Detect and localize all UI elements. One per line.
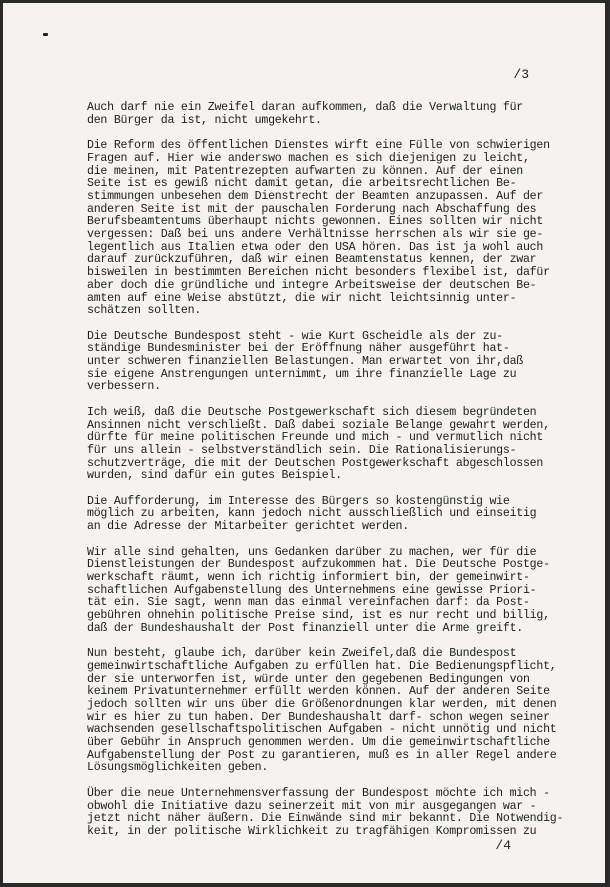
paragraph: Nun besteht, glaube ich, darüber kein Zweifel,daß die Bundespost gemeinwirtschaftliche Aufgaben zu erfüllen hat. Die Bedienungspflicht, der sie unterworfen ist, würde unter den gegebenen Bedingungen von keinem Privatunternehmer erfüllt werden können. Auf der anderen Seite jedoch sollten wir uns über die Größenordnungen klar werden, mit denen wir es hier zu tun haben. Der Bundeshaushalt darf- schon wegen seiner wachsenden gesellschaftspolitischen Aufgaben - nicht unnötig und nicht über Gebühr in Anspruch genommen werden. Um die gemeinwirtschaftliche Aufgabenstellung der Post zu garantieren, muß es in aller Regel andere Lösungsmöglichkeiten geben. [87, 647, 557, 775]
next-page-number: /4 [495, 838, 511, 853]
paragraph: Auch darf nie ein Zweifel daran aufkommen, daß die Verwaltung für den Bürger da ist, nicht umgekehrt. [87, 101, 523, 127]
paragraph: Die Reform des öffentlichen Dienstes wirft eine Fülle von schwierigen Fragen auf. Hier wie anderswo machen es sich diejenigen zu leicht, die meinen, mit Patentrezepten aufwarten zu können. Auf der einen Seite ist es gewiß nicht damit getan, die arbeitsrechtlichen Be- stimmungen unbesehen dem Dienstrecht der Beamten anzupassen. Auf der anderen Seite ist mit der pauschalen Forderung nach Abschaffung des Berufsbeamtentums überhaupt nichts gewonnen. Eines sollten wir nicht vergessen: Daß bei uns andere Verhältnisse herrschen als wir sie ge- legentlich aus Italien etwa oder den USA hören. Das ist ja wohl auch darauf zurückzuführen, daß wir einen Beamtenstatus kennen, der zwar bisweilen in bestimmten Bereichen nicht besonders flexibel ist, dafür aber doch die gründliche und integre Arbeitsweise der deutschen Be- amten auf eine Weise abstützt, die wir nicht leichtsinnig unter- schätzen sollten. [87, 139, 550, 318]
paragraph: Über die neue Unternehmensverfassung der Bundespost möchte ich mich - obwohl die Initiative dazu seinerzeit mit von mir ausgegangen war - jetzt nicht näher äußern. Die Einwände sind mir bekannt. Die Notwendig- keit, in der politische Wirklichkeit zu tragfähigen Kompromissen zu [87, 786, 564, 838]
page-number: /3 [513, 67, 529, 82]
document-page [3, 3, 605, 883]
paragraph: Ich weiß, daß die Deutsche Postgewerkschaft sich diesem begründeten Ansinnen nicht verschließt. Daß dabei soziale Belange gewahrt werden, dürfte für meine politischen Freunde und mich - und vermutlich nicht für uns allein - selbstverständlich sein. Die Rationalisierungs- schutzverträge, die mit der Deutschen Postgewerkschaft abgeschlossen wurden, sind dafür ein gutes Beispiel. [87, 405, 550, 483]
paragraph: Die Deutsche Bundespost steht - wie Kurt Gscheidle als der zu- ständige Bundesminister bei der Eröffnung näher ausgeführt hat- unter schweren finanziellen Belastungen. Man erwartet von ihr,daß sie eigene Anstrengungen unternimmt, um ihre finanzielle Lage zu verbessern. [87, 329, 523, 394]
scan-mark [43, 33, 48, 36]
body-text [87, 102, 587, 851]
paragraph: Wir alle sind gehalten, uns Gedanken darüber zu machen, wer für die Dienstleistungen der Bundespost aufzukommen hat. Die Deutsche Postge- werkschaft räumt, wenn ich richtig informiert bin, der gemeinwirt- schaftlichen Aufgabenstellung des Unternehmens eine gewisse Priori- tät ein. Sie sagt, wenn man das einmal vereinfachen darf: da Post- gebühren ohnehin politische Preise sind, ist es nur recht und billig, daß der Bundeshaushalt der Post finanziell unter die Arme greift. [87, 545, 550, 635]
paragraph: Die Aufforderung, im Interesse des Bürgers so kostengünstig wie möglich zu arbeiten, kann jedoch nicht ausschließlich und einseitig an die Adresse der Mitarbeiter gerichtet werden. [87, 494, 537, 534]
